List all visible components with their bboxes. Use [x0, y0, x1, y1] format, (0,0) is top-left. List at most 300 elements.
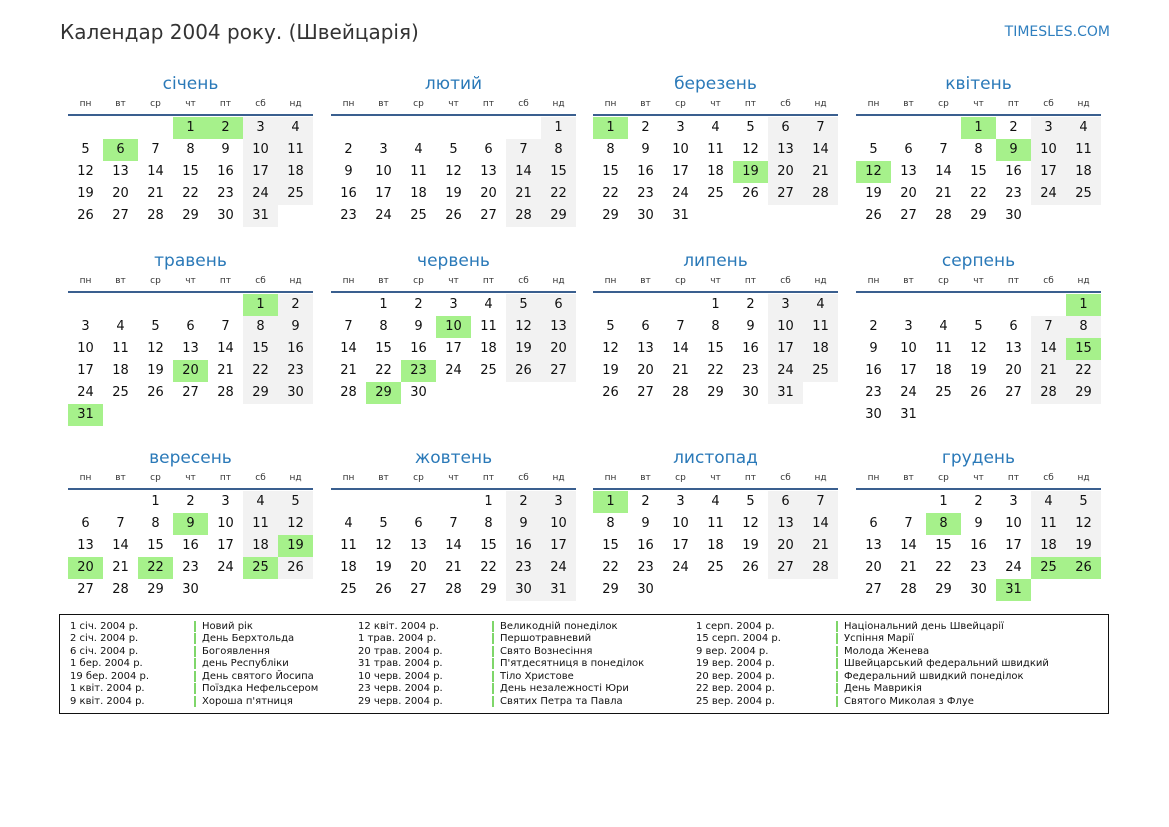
day-cell: 6	[484, 142, 493, 157]
site-link[interactable]: TIMESLES.COM	[1004, 24, 1110, 40]
empty-cell	[961, 294, 996, 316]
weekday-header	[593, 470, 838, 490]
day-grid	[593, 294, 838, 404]
day-cell: 9	[278, 316, 313, 338]
holiday-name: День святого Йосипа	[194, 671, 314, 682]
day-cell: 17	[1005, 538, 1022, 553]
holiday-date: 20 трав. 2004 р.	[358, 645, 443, 657]
day-cell: 5	[379, 516, 388, 531]
month-7	[593, 249, 838, 404]
weekday-header	[68, 470, 313, 490]
day-grid	[593, 117, 838, 227]
day-cell: 28	[340, 385, 357, 400]
day-cell: 4	[484, 297, 493, 312]
day-cell: 4	[116, 319, 125, 334]
day-cell: 19	[445, 186, 462, 201]
holiday-date: 1 серп. 2004 р.	[696, 620, 775, 632]
month-3	[593, 72, 838, 227]
weekday-label: нд	[1077, 473, 1090, 483]
day-cell: 12	[506, 316, 541, 338]
day-cell: 27	[182, 385, 199, 400]
day-cell: 11	[480, 319, 497, 334]
day-cell: 7	[1031, 316, 1066, 338]
holiday-name: Великодній понеділок	[492, 621, 618, 632]
day-cell: 27	[865, 582, 882, 597]
day-cell: 7	[676, 319, 685, 334]
legend-column	[358, 620, 644, 708]
day-grid	[331, 117, 576, 227]
day-cell: 17	[445, 341, 462, 356]
empty-cell	[68, 294, 103, 316]
day-cell: 27	[1005, 385, 1022, 400]
day-cell: 11	[340, 538, 357, 553]
day-cell: 9	[641, 142, 650, 157]
weekday-label: ср	[150, 473, 161, 483]
day-cell: 22	[935, 560, 952, 575]
weekday-label: пн	[604, 473, 617, 483]
day-cell: 3	[449, 297, 458, 312]
day-cell: 20	[480, 186, 497, 201]
day-cell: 7	[116, 516, 125, 531]
day-cell: 28	[803, 183, 838, 205]
day-cell: 16	[340, 186, 357, 201]
holiday-date: 1 бер. 2004 р.	[70, 658, 143, 670]
day-cell: 18	[243, 535, 278, 557]
weekday-label: вт	[903, 473, 914, 483]
day-cell: 20	[637, 363, 654, 378]
day-cell: 9	[974, 516, 983, 531]
day-cell: 30	[506, 579, 541, 601]
day-grid	[856, 294, 1101, 426]
empty-cell	[173, 294, 208, 316]
day-cell: 16	[410, 341, 427, 356]
month-name: грудень	[941, 448, 1016, 468]
day-cell: 18	[480, 341, 497, 356]
holiday-name: Національний день Швейцарії	[836, 621, 1004, 632]
weekday-label: пн	[79, 473, 92, 483]
legend-row	[696, 620, 1049, 633]
day-cell: 25	[410, 208, 427, 223]
weekday-label: пт	[1007, 99, 1020, 109]
holiday-day: 20	[173, 360, 208, 382]
weekday-label: пт	[219, 276, 232, 286]
day-grid	[68, 294, 313, 426]
month-name: травень	[154, 251, 227, 271]
holiday-date: 23 черв. 2004 р.	[358, 683, 443, 695]
day-cell: 20	[112, 186, 129, 201]
day-cell: 12	[970, 341, 987, 356]
weekday-label: чт	[185, 99, 196, 109]
empty-cell	[68, 117, 103, 139]
weekday-label: пн	[342, 473, 355, 483]
day-cell: 29	[602, 582, 619, 597]
day-cell: 26	[506, 360, 541, 382]
weekday-label: пт	[744, 473, 757, 483]
weekday-label: ср	[675, 276, 686, 286]
day-cell: 13	[637, 341, 654, 356]
day-cell: 1	[939, 494, 948, 509]
day-cell: 24	[445, 363, 462, 378]
day-cell: 3	[243, 117, 278, 139]
day-cell: 3	[81, 319, 90, 334]
day-cell: 11	[278, 139, 313, 161]
day-cell: 3	[1031, 117, 1066, 139]
day-cell: 9	[869, 341, 878, 356]
month-4	[856, 72, 1101, 227]
holiday-day: 29	[366, 382, 401, 404]
day-cell: 2	[278, 294, 313, 316]
day-cell: 12	[742, 142, 759, 157]
legend-row	[696, 645, 1049, 658]
day-cell: 27	[77, 582, 94, 597]
day-cell: 17	[672, 164, 689, 179]
day-cell: 26	[865, 208, 882, 223]
empty-cell	[593, 294, 628, 316]
month-name: січень	[162, 74, 219, 94]
day-cell: 4	[344, 516, 353, 531]
empty-cell	[856, 491, 891, 513]
day-grid	[593, 491, 838, 601]
day-cell: 7	[449, 516, 458, 531]
day-cell: 30	[970, 582, 987, 597]
day-cell: 10	[375, 164, 392, 179]
day-grid	[331, 491, 576, 601]
weekday-label: сб	[255, 99, 266, 109]
weekday-label: пн	[342, 99, 355, 109]
day-cell: 4	[243, 491, 278, 513]
empty-cell	[436, 117, 471, 139]
day-cell: 27	[768, 183, 803, 205]
holiday-day: 25	[243, 557, 278, 579]
day-cell: 6	[768, 117, 803, 139]
holiday-name: П'ятдесятниця в понеділок	[492, 658, 644, 669]
holiday-day: 26	[1066, 557, 1101, 579]
day-cell: 30	[865, 407, 882, 422]
day-cell: 10	[900, 341, 917, 356]
holiday-day: 22	[138, 557, 173, 579]
weekday-label: сб	[1043, 276, 1054, 286]
day-cell: 28	[112, 582, 129, 597]
month-11	[593, 446, 838, 601]
weekday-header	[856, 273, 1101, 293]
month-name: жовтень	[414, 448, 493, 468]
holiday-name: Швейцарський федеральний швидкий	[836, 658, 1049, 669]
weekday-label: чт	[710, 473, 721, 483]
empty-cell	[436, 491, 471, 513]
month-name: квітень	[945, 74, 1012, 94]
legend-row	[70, 658, 318, 671]
day-grid	[856, 491, 1101, 601]
day-cell: 27	[480, 208, 497, 223]
holiday-date: 1 квіт. 2004 р.	[70, 683, 145, 695]
day-cell: 4	[711, 120, 720, 135]
day-cell: 6	[641, 319, 650, 334]
day-cell: 8	[606, 516, 615, 531]
holiday-date: 15 серп. 2004 р.	[696, 633, 781, 645]
empty-cell	[996, 294, 1031, 316]
legend-row	[696, 658, 1049, 671]
day-cell: 2	[344, 142, 353, 157]
day-cell: 11	[803, 316, 838, 338]
day-cell: 6	[768, 491, 803, 513]
day-cell: 21	[112, 560, 129, 575]
day-cell: 7	[221, 319, 230, 334]
weekday-label: сб	[1043, 473, 1054, 483]
day-cell: 3	[221, 494, 230, 509]
day-cell: 9	[746, 319, 755, 334]
day-cell: 9	[641, 516, 650, 531]
legend-row	[696, 695, 1049, 708]
day-cell: 17	[243, 161, 278, 183]
holiday-date: 25 вер. 2004 р.	[696, 695, 775, 707]
legend-row	[358, 658, 644, 671]
day-cell: 22	[602, 560, 619, 575]
day-cell: 7	[151, 142, 160, 157]
empty-cell	[401, 491, 436, 513]
legend-row	[358, 670, 644, 683]
day-cell: 5	[746, 120, 755, 135]
empty-cell	[1031, 294, 1066, 316]
day-cell: 8	[711, 319, 720, 334]
day-cell: 25	[707, 186, 724, 201]
holiday-day: 31	[996, 579, 1031, 601]
day-cell: 27	[637, 385, 654, 400]
weekday-label: пн	[342, 276, 355, 286]
weekday-label: ср	[938, 276, 949, 286]
day-cell: 16	[1005, 164, 1022, 179]
weekday-label: пн	[867, 473, 880, 483]
day-grid	[331, 294, 576, 404]
weekday-label: сб	[255, 473, 266, 483]
day-cell: 5	[869, 142, 878, 157]
day-cell: 12	[375, 538, 392, 553]
day-cell: 26	[445, 208, 462, 223]
day-cell: 12	[147, 341, 164, 356]
weekday-header	[68, 96, 313, 116]
day-cell: 1	[484, 494, 493, 509]
holiday-name: Молода Женева	[836, 646, 929, 657]
day-cell: 10	[672, 516, 689, 531]
month-name: березень	[674, 74, 757, 94]
day-cell: 13	[768, 139, 803, 161]
day-cell: 23	[637, 186, 654, 201]
day-cell: 6	[186, 319, 195, 334]
holiday-date: 12 квіт. 2004 р.	[358, 620, 439, 632]
weekday-label: нд	[552, 473, 565, 483]
day-cell: 25	[1066, 183, 1101, 205]
day-cell: 2	[746, 297, 755, 312]
weekday-label: нд	[552, 276, 565, 286]
day-cell: 24	[1005, 560, 1022, 575]
day-cell: 22	[243, 360, 278, 382]
weekday-label: нд	[1077, 276, 1090, 286]
day-cell: 27	[112, 208, 129, 223]
day-cell: 7	[803, 117, 838, 139]
day-cell: 6	[541, 294, 576, 316]
day-cell: 22	[480, 560, 497, 575]
day-cell: 15	[541, 161, 576, 183]
day-cell: 24	[77, 385, 94, 400]
day-cell: 10	[243, 139, 278, 161]
month-name: червень	[417, 251, 490, 271]
weekday-label: вт	[640, 276, 651, 286]
legend-row	[696, 670, 1049, 683]
day-cell: 12	[1066, 513, 1101, 535]
day-cell: 15	[602, 538, 619, 553]
month-2	[331, 72, 576, 227]
day-cell: 23	[1005, 186, 1022, 201]
weekday-label: чт	[448, 473, 459, 483]
day-cell: 7	[904, 516, 913, 531]
day-cell: 10	[217, 516, 234, 531]
holiday-name: Новий рік	[194, 621, 253, 632]
day-cell: 4	[803, 294, 838, 316]
day-grid	[68, 117, 313, 227]
day-cell: 29	[243, 382, 278, 404]
day-cell: 11	[707, 142, 724, 157]
day-cell: 13	[541, 316, 576, 338]
day-cell: 1	[151, 494, 160, 509]
month-name: серпень	[941, 251, 1016, 271]
day-cell: 4	[278, 117, 313, 139]
day-cell: 14	[1031, 338, 1066, 360]
day-cell: 6	[904, 142, 913, 157]
weekday-label: пн	[604, 276, 617, 286]
day-cell: 22	[970, 186, 987, 201]
empty-cell	[331, 294, 366, 316]
day-cell: 28	[217, 385, 234, 400]
day-cell: 21	[506, 183, 541, 205]
day-cell: 2	[506, 491, 541, 513]
legend-row	[358, 645, 644, 658]
weekday-label: чт	[185, 473, 196, 483]
day-cell: 24	[217, 560, 234, 575]
day-cell: 25	[340, 582, 357, 597]
empty-cell	[401, 117, 436, 139]
day-cell: 29	[707, 385, 724, 400]
day-cell: 20	[768, 161, 803, 183]
day-cell: 14	[935, 164, 952, 179]
day-cell: 23	[865, 385, 882, 400]
legend-row	[70, 633, 318, 646]
day-cell: 22	[1066, 360, 1101, 382]
holiday-day: 6	[103, 139, 138, 161]
weekday-label: вт	[640, 473, 651, 483]
weekday-label: чт	[448, 99, 459, 109]
legend-row	[358, 633, 644, 646]
day-cell: 28	[900, 582, 917, 597]
weekday-label: чт	[710, 276, 721, 286]
day-cell: 14	[217, 341, 234, 356]
day-cell: 17	[217, 538, 234, 553]
day-cell: 24	[672, 186, 689, 201]
day-cell: 21	[217, 363, 234, 378]
day-cell: 23	[742, 363, 759, 378]
day-cell: 3	[768, 294, 803, 316]
day-cell: 8	[541, 139, 576, 161]
day-cell: 17	[768, 338, 803, 360]
weekday-label: сб	[780, 473, 791, 483]
day-cell: 31	[768, 382, 803, 404]
legend-column	[696, 620, 1049, 708]
day-cell: 16	[182, 538, 199, 553]
day-cell: 5	[746, 494, 755, 509]
weekday-label: ср	[413, 99, 424, 109]
weekday-label: чт	[185, 276, 196, 286]
weekday-label: пн	[79, 276, 92, 286]
weekday-label: сб	[780, 276, 791, 286]
day-cell: 15	[935, 538, 952, 553]
day-cell: 8	[379, 319, 388, 334]
day-cell: 3	[676, 120, 685, 135]
day-cell: 16	[865, 363, 882, 378]
month-12	[856, 446, 1101, 601]
day-cell: 13	[480, 164, 497, 179]
day-cell: 21	[803, 535, 838, 557]
day-cell: 8	[484, 516, 493, 531]
weekday-label: пн	[867, 99, 880, 109]
day-cell: 3	[379, 142, 388, 157]
holiday-date: 9 квіт. 2004 р.	[70, 695, 145, 707]
month-8	[856, 249, 1101, 426]
holiday-date: 2 січ. 2004 р.	[70, 633, 139, 645]
month-name: вересень	[149, 448, 232, 468]
day-cell: 30	[182, 582, 199, 597]
holiday-name: Успіння Марії	[836, 633, 914, 644]
day-cell: 22	[375, 363, 392, 378]
day-cell: 20	[900, 186, 917, 201]
day-cell: 14	[672, 341, 689, 356]
day-cell: 20	[410, 560, 427, 575]
day-cell: 18	[1031, 535, 1066, 557]
day-cell: 1	[541, 117, 576, 139]
day-cell: 4	[1066, 117, 1101, 139]
holiday-legend	[59, 614, 1109, 714]
weekday-label: ср	[675, 99, 686, 109]
day-cell: 2	[869, 319, 878, 334]
day-cell: 13	[865, 538, 882, 553]
holiday-day: 10	[436, 316, 471, 338]
day-cell: 17	[900, 363, 917, 378]
day-cell: 19	[147, 363, 164, 378]
holiday-date: 20 вер. 2004 р.	[696, 670, 775, 682]
weekday-label: пн	[79, 99, 92, 109]
empty-cell	[926, 294, 961, 316]
weekday-label: сб	[1043, 99, 1054, 109]
month-10	[331, 446, 576, 601]
holiday-day: 1	[593, 117, 628, 139]
day-cell: 11	[410, 164, 427, 179]
day-cell: 10	[1005, 516, 1022, 531]
day-cell: 22	[707, 363, 724, 378]
day-cell: 16	[637, 164, 654, 179]
day-cell: 27	[900, 208, 917, 223]
day-cell: 5	[506, 294, 541, 316]
day-cell: 31	[243, 205, 278, 227]
day-cell: 15	[707, 341, 724, 356]
day-cell: 21	[445, 560, 462, 575]
day-cell: 17	[541, 535, 576, 557]
day-cell: 24	[768, 360, 803, 382]
day-cell: 28	[445, 582, 462, 597]
empty-cell	[366, 117, 401, 139]
holiday-day: 1	[1066, 294, 1101, 316]
weekday-header	[856, 470, 1101, 490]
day-cell: 16	[742, 341, 759, 356]
weekday-label: пт	[1007, 276, 1020, 286]
weekday-label: вт	[640, 99, 651, 109]
empty-cell	[891, 117, 926, 139]
